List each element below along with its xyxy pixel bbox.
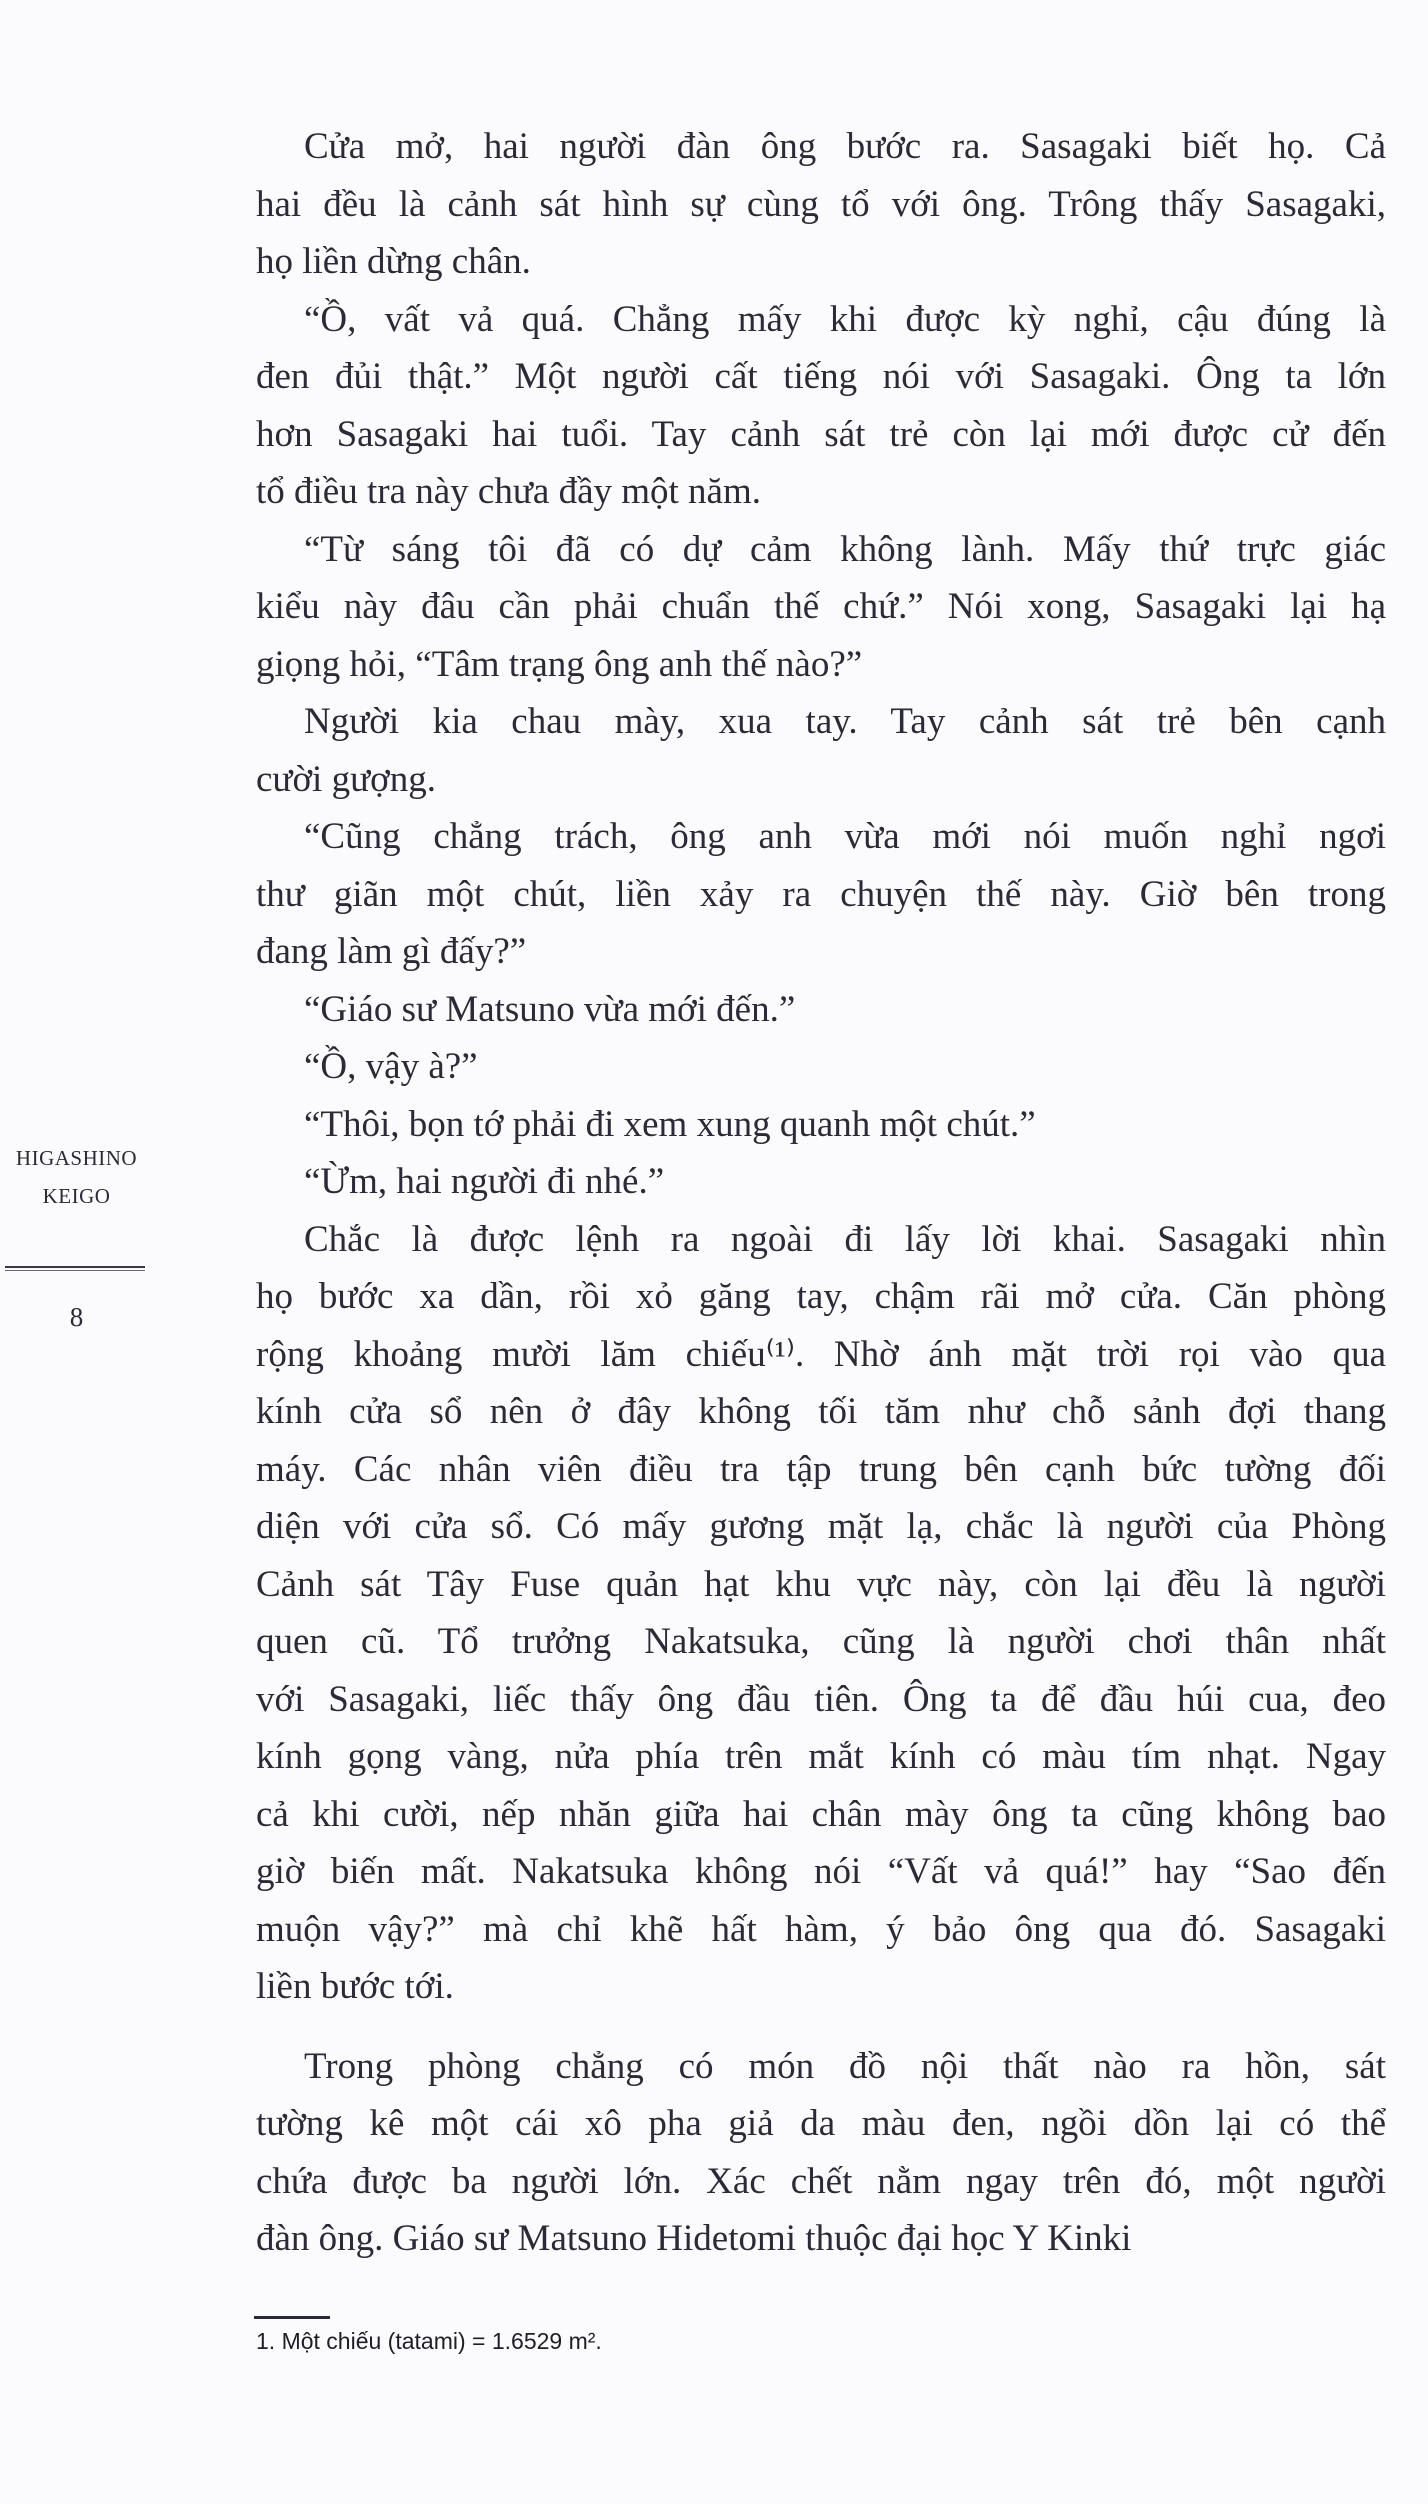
- footnote-divider: [254, 2316, 330, 2319]
- text-line: “Ồ, vất vả quá. Chẳng mấy khi được kỳ nghỉ, cậu đúng là: [304, 298, 1386, 340]
- text-line: Cửa mở, hai người đàn ông bước ra. Sasagaki biết họ. Cả: [304, 126, 1386, 167]
- text-line: đang làm gì đấy?”: [256, 931, 527, 972]
- text-line: cả khi cười, nếp nhăn giữa hai chân mày ông ta cũng không bao: [256, 1793, 1386, 1835]
- text-line: “Từ sáng tôi đã có dự cảm không lành. Mấy thứ trực giác: [304, 528, 1386, 570]
- text-line: với Sasagaki, liếc thấy ông đầu tiên. Ông ta để đầu húi cua, đeo: [256, 1678, 1386, 1720]
- text-line: “Thôi, bọn tớ phải đi xem xung quanh một chút.”: [304, 1103, 1036, 1145]
- body-text: [256, 118, 1386, 2268]
- text-line: Chắc là được lệnh ra ngoài đi lấy lời khai. Sasagaki nhìn: [304, 1218, 1386, 1260]
- text-line: tường kê một cái xô pha giả da màu đen, ngồi dồn lại có thể: [256, 2103, 1386, 2144]
- paragraph: [256, 1038, 1386, 1096]
- text-line: đen đủi thật.” Một người cất tiếng nói với Sasagaki. Ông ta lớn: [256, 356, 1386, 397]
- text-line: giọng hỏi, “Tâm trạng ông anh thế nào?”: [256, 643, 863, 685]
- paragraph: [256, 1153, 1386, 1211]
- text-line: máy. Các nhân viên điều tra tập trung bên cạnh bức tường đối: [256, 1448, 1386, 1490]
- paragraph: [256, 1211, 1386, 2016]
- text-line: kính gọng vàng, nửa phía trên mắt kính có màu tím nhạt. Ngay: [256, 1736, 1386, 1777]
- paragraph: [256, 291, 1386, 521]
- text-line: họ bước xa dần, rồi xỏ găng tay, chậm rãi mở cửa. Căn phòng: [256, 1276, 1386, 1317]
- text-line: họ liền dừng chân.: [256, 241, 531, 282]
- text-line: Trong phòng chẳng có món đồ nội thất nào ra hồn, sát: [304, 2045, 1386, 2087]
- paragraph: [256, 693, 1386, 808]
- paragraph: [256, 118, 1386, 291]
- text-line: hơn Sasagaki hai tuổi. Tay cảnh sát trẻ còn lại mới được cử đến: [256, 413, 1386, 455]
- text-line: tổ điều tra này chưa đầy một năm.: [256, 471, 762, 512]
- paragraph: [256, 521, 1386, 694]
- page-number: 8: [69, 1302, 84, 1332]
- text-line: diện với cửa sổ. Có mấy gương mặt lạ, chắc là người của Phòng: [256, 1506, 1386, 1547]
- text-line: kiểu này đâu cần phải chuẩn thế chứ.” Nói xong, Sasagaki lại hạ: [256, 586, 1386, 627]
- text-line: giờ biến mất. Nakatsuka không nói “Vất vả quá!” hay “Sao đến: [256, 1851, 1386, 1892]
- margin-divider: [5, 1266, 145, 1271]
- text-line: hai đều là cảnh sát hình sự cùng tổ với ông. Trông thấy Sasagaki,: [256, 183, 1386, 225]
- text-line: kính cửa sổ nên ở đây không tối tăm như chỗ sảnh đợi thang: [256, 1391, 1386, 1432]
- text-line: đàn ông. Giáo sư Matsuno Hidetomi thuộc đại học Y Kinki: [256, 2218, 1132, 2259]
- text-line: liền bước tới.: [256, 1966, 454, 2007]
- running-header-author-line2: KEIGO: [42, 1184, 111, 1208]
- paragraph: [256, 981, 1386, 1039]
- text-line: quen cũ. Tổ trưởng Nakatsuka, cũng là người chơi thân nhất: [256, 1621, 1386, 1662]
- paragraph: [256, 1096, 1386, 1154]
- text-line: cười gượng.: [256, 758, 436, 800]
- running-header-author-line1: HIGASHINO: [15, 1146, 138, 1170]
- text-line: chứa được ba người lớn. Xác chết nằm ngay trên đó, một người: [256, 2160, 1386, 2202]
- text-line: Người kia chau mày, xua tay. Tay cảnh sát trẻ bên cạnh: [304, 701, 1386, 742]
- footnote: 1. Một chiếu (tatami) = 1.6529 m².: [256, 2328, 602, 2354]
- text-line: “Giáo sư Matsuno vừa mới đến.”: [304, 988, 796, 1030]
- text-line: rộng khoảng mười lăm chiếu⁽¹⁾. Nhờ ánh mặt trời rọi vào qua: [256, 1333, 1386, 1375]
- paragraph-gap: [256, 2016, 1386, 2038]
- text-line: “Ồ, vậy à?”: [304, 1046, 478, 1087]
- text-line: Cảnh sát Tây Fuse quản hạt khu vực này, còn lại đều là người: [256, 1563, 1386, 1605]
- paragraph: [256, 808, 1386, 981]
- paragraph: [256, 2038, 1386, 2268]
- text-line: muộn vậy?” mà chỉ khẽ hất hàm, ý bảo ông qua đó. Sasagaki: [256, 1908, 1386, 1950]
- text-line: “Ừm, hai người đi nhé.”: [304, 1161, 665, 1202]
- text-line: “Cũng chẳng trách, ông anh vừa mới nói muốn nghỉ ngơi: [304, 816, 1386, 857]
- text-line: thư giãn một chút, liền xảy ra chuyện thế này. Giờ bên trong: [256, 873, 1386, 915]
